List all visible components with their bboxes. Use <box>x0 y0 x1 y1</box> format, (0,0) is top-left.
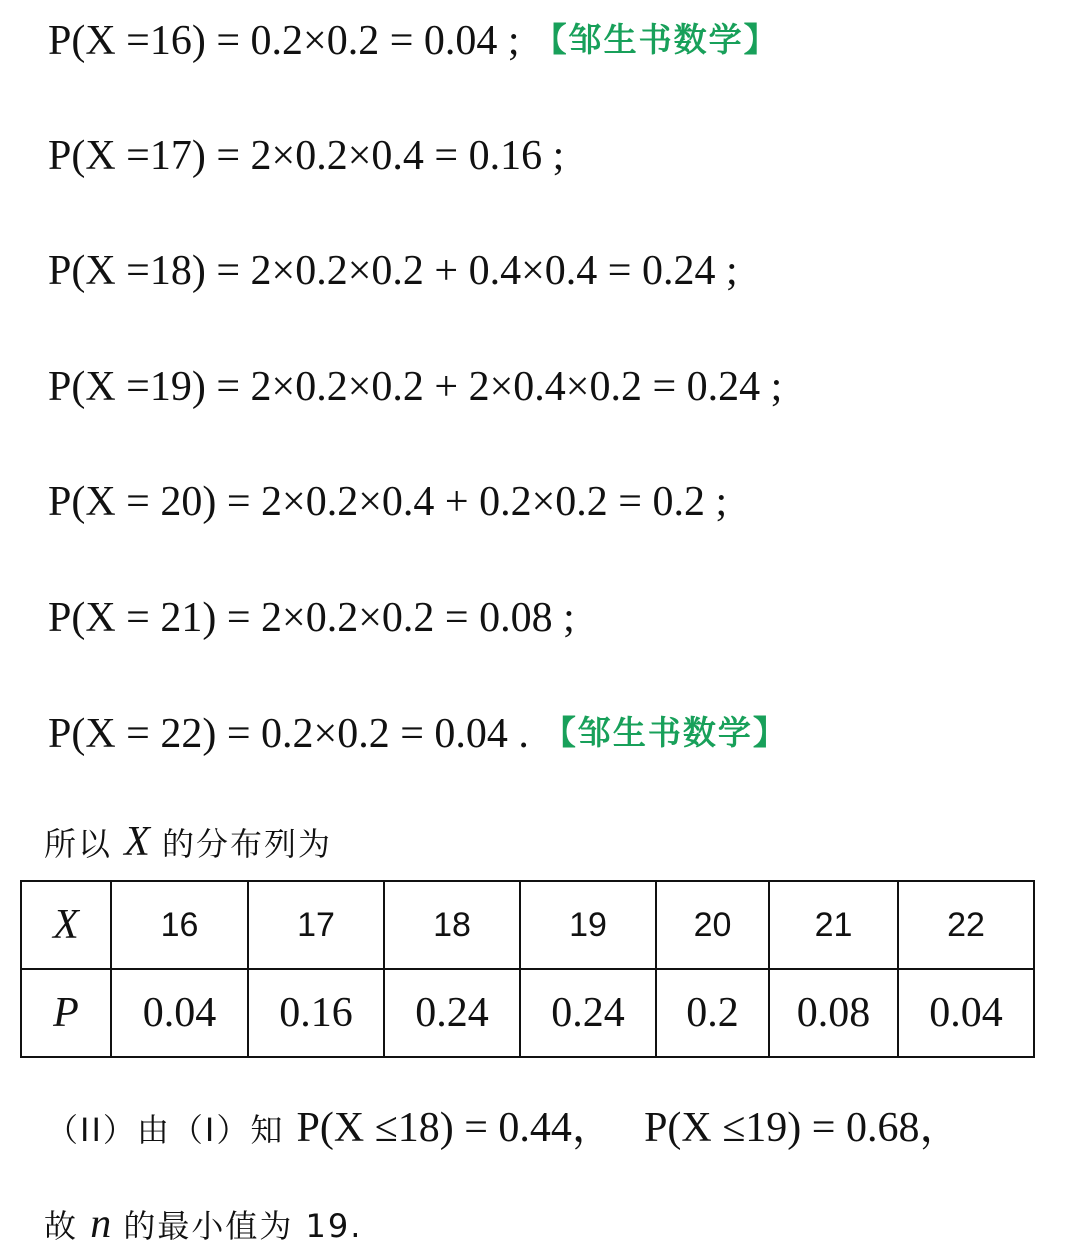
part2-expr2: P(X ≤19) = 0.68， <box>644 1105 962 1151</box>
distribution-table <box>20 880 1035 1058</box>
equation-x16 <box>48 20 779 62</box>
source-tag: 【邹生书数学】 <box>542 713 788 752</box>
part2-expr1: P(X ≤18) = 0.44， <box>296 1105 614 1151</box>
intro-text: 所以 <box>44 825 113 863</box>
equation-x19 <box>48 366 782 408</box>
table-cell: 0.24 <box>384 969 520 1057</box>
table-cell: 18 <box>384 881 520 969</box>
table-cell: 0.08 <box>769 969 898 1057</box>
equation-text: P(X =19) = 2×0.2×0.2 + 2×0.4×0.2 = 0.24 ; <box>48 364 783 410</box>
conclusion-variable: n <box>90 1201 112 1247</box>
equation-x21 <box>48 597 575 639</box>
table-cell: 0.04 <box>898 969 1034 1057</box>
equation-text: P(X = 22) = 0.2×0.2 = 0.04 . <box>48 711 529 757</box>
conclusion-line <box>44 1200 362 1248</box>
part2-line <box>46 1094 961 1154</box>
intro-variable: X <box>124 819 150 865</box>
table-cell: 0.04 <box>111 969 248 1057</box>
table-cell: 21 <box>769 881 898 969</box>
table-header-p: P <box>21 969 111 1057</box>
table-header-x: X <box>21 881 111 969</box>
table-cell: 16 <box>111 881 248 969</box>
table-cell: 19 <box>520 881 656 969</box>
table-row-p <box>21 969 1034 1057</box>
table-cell: 20 <box>656 881 769 969</box>
equation-text: P(X = 20) = 2×0.2×0.4 + 0.2×0.2 = 0.2 ; <box>48 479 728 525</box>
table-cell: 22 <box>898 881 1034 969</box>
equation-text: P(X = 21) = 2×0.2×0.2 = 0.08 ; <box>48 595 575 641</box>
table-cell: 0.24 <box>520 969 656 1057</box>
equation-x17 <box>48 135 564 177</box>
table-cell: 0.2 <box>656 969 769 1057</box>
equation-x20 <box>48 481 727 523</box>
intro-text-end: 的分布列为 <box>162 825 333 863</box>
equation-x22 <box>48 713 788 755</box>
equation-text: P(X =16) = 0.2×0.2 = 0.04 ; <box>48 18 520 64</box>
equation-text: P(X =18) = 2×0.2×0.2 + 0.4×0.4 = 0.24 ; <box>48 248 738 294</box>
part2-prefix: （II）由（I）知 <box>46 1111 285 1149</box>
equation-text: P(X =17) = 2×0.2×0.4 = 0.16 ; <box>48 133 565 179</box>
table-cell: 17 <box>248 881 384 969</box>
source-tag: 【邹生书数学】 <box>533 20 779 59</box>
distribution-intro <box>44 818 332 866</box>
equation-x18 <box>48 250 738 292</box>
conclusion-text-end: 的最小值为 19. <box>123 1207 363 1245</box>
conclusion-text: 故 <box>44 1207 79 1245</box>
table-cell: 0.16 <box>248 969 384 1057</box>
table-row-x <box>21 881 1034 969</box>
